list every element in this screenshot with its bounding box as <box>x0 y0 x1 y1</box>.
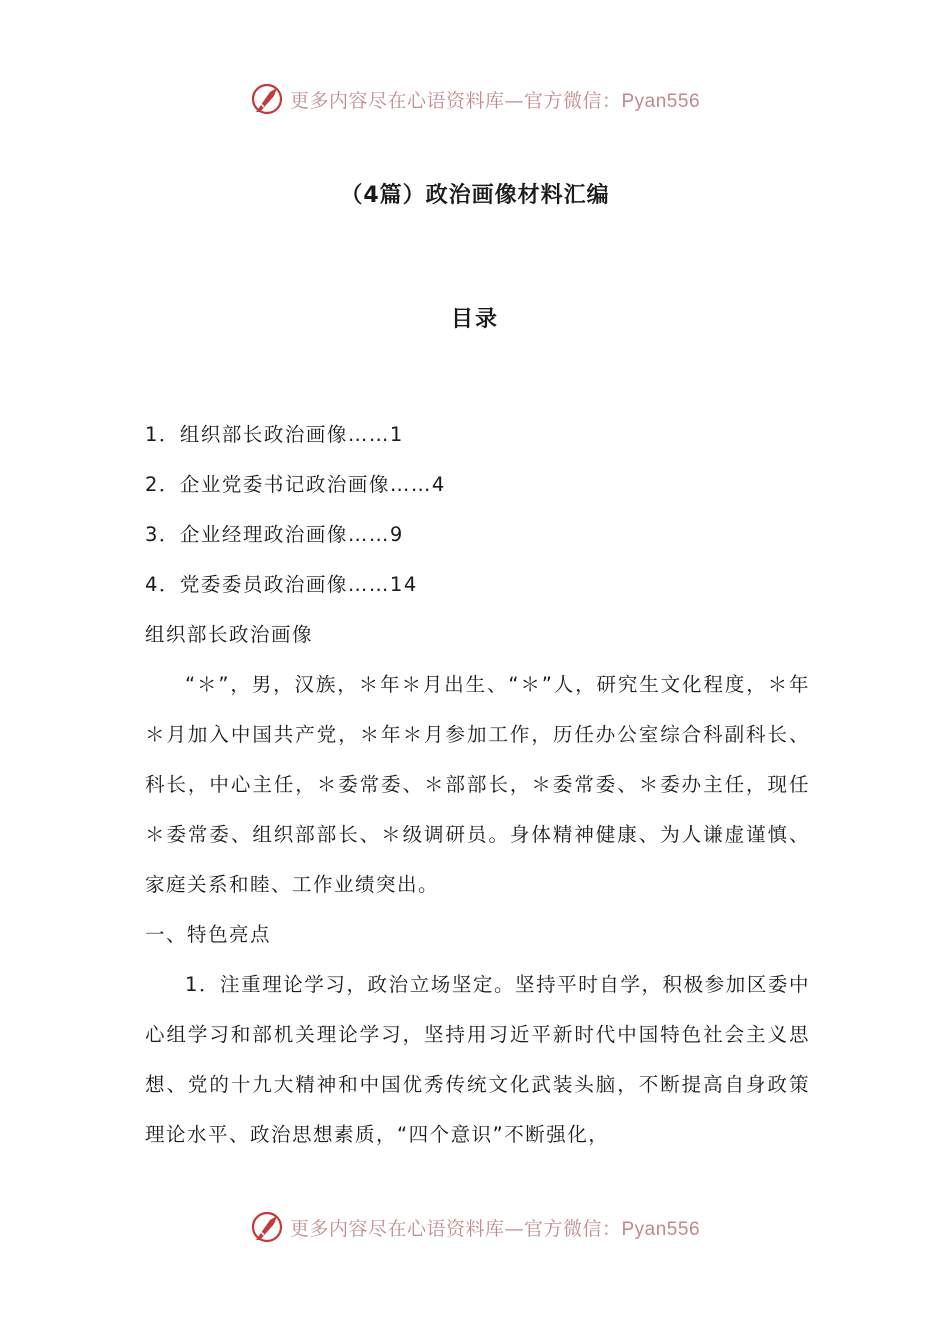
watermark-text: 更多内容尽在心语资料库—官方微信：Pyan556 <box>289 1217 701 1240</box>
watermark-text: 更多内容尽在心语资料库—官方微信：Pyan556 <box>289 89 701 112</box>
pen-nib-logo-icon <box>250 82 284 116</box>
header-watermark <box>0 82 950 116</box>
point-paragraph: 1．注重理论学习，政治立场坚定。坚持平时自学，积极参加区委中心组学习和部机关理论学习，坚持用习近平新时代中国特色社会主义思想、党的十九大精神和中国优秀传统文化武装头脑，不断提高自身政策理论水平、政治思想素质，“四个意识”不断强化， <box>145 973 810 1146</box>
watermark-code: Pyan556 <box>621 90 701 112</box>
toc-heading: 目录 <box>450 307 499 332</box>
watermark-code: Pyan556 <box>621 1218 701 1240</box>
toc-entry: 4．党委委员政治画像……14 <box>145 573 418 596</box>
subheading: 一、特色亮点 <box>145 923 272 946</box>
intro-paragraph: “＊”，男，汉族，＊年＊月出生、“＊”人，研究生文化程度，＊年＊月加入中国共产党，＊年＊月参加工作，历任办公室综合科副科长、科长，中心主任，＊委常委、＊部部长，＊委常委、＊委办主任，现任＊委常委、组织部部长、＊级调研员。身体精神健康、为人谦虚谨慎、家庭关系和睦、工作业绩突出。 <box>145 673 810 896</box>
document-title: （4篇）政治画像材料汇编 <box>340 183 610 208</box>
document-body <box>145 410 810 1160</box>
pen-nib-logo-icon <box>250 1210 284 1244</box>
toc-entry: 3．企业经理政治画像……9 <box>145 523 404 546</box>
section-title: 组织部长政治画像 <box>145 623 314 646</box>
footer-watermark <box>0 1210 950 1244</box>
toc-entry: 1．组织部长政治画像……1 <box>145 423 404 446</box>
toc-entry: 2．企业党委书记政治画像……4 <box>145 473 446 496</box>
